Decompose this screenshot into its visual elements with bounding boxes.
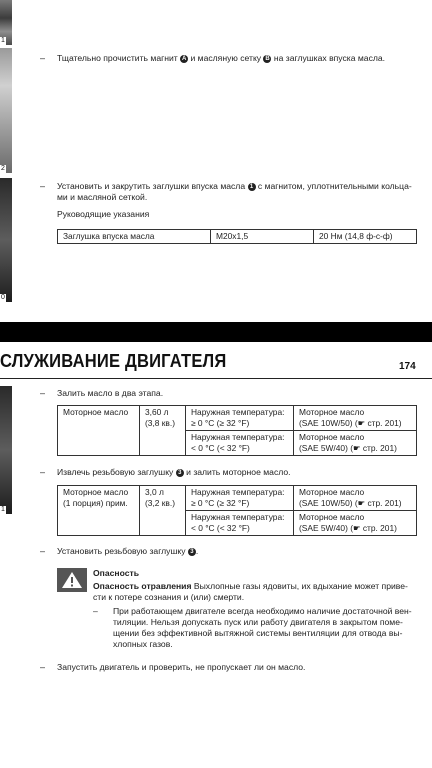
oil-type-cell: Моторное масло (SAE 5W/40) (☛ стр. 201) bbox=[294, 431, 417, 456]
photo-strip-3 bbox=[0, 178, 12, 302]
photo-strip-1 bbox=[0, 0, 12, 45]
figure-number: 1 bbox=[1, 506, 5, 513]
oil-label: Моторное масло bbox=[58, 406, 140, 456]
marker-3: 3 bbox=[188, 548, 196, 556]
warning-bullet: При работающем двигателе всегда необходимо наличие достаточной вен- тиляции. Нельзя допускать пуск или работу двигателя в закрытом поме- щении без эффективной вытяжной системы вентиляции для отвода вы- хлопных газов. bbox=[113, 606, 412, 649]
photo-strip-2 bbox=[0, 48, 12, 173]
warning-title: Опасность bbox=[93, 568, 140, 578]
spec-thread: M20x1,5 bbox=[211, 230, 314, 244]
page-number: 174 bbox=[399, 361, 416, 372]
marker-b: B bbox=[265, 56, 270, 62]
bullet-dash: – bbox=[40, 388, 46, 398]
oil-type-cell: Моторное масло (SAE 5W/40) (☛ стр. 201) bbox=[294, 511, 417, 536]
bullet-dash: – bbox=[93, 606, 98, 616]
spec-torque: 20 Нм (14,8 ф-с-ф) bbox=[314, 230, 417, 244]
temp-cell: Наружная температура: ≥ 0 °C (≥ 32 °F) bbox=[186, 406, 294, 431]
table-row bbox=[58, 406, 417, 431]
oil-table-1 bbox=[57, 405, 417, 456]
warning-icon-box bbox=[57, 568, 87, 592]
oil-type-cell: Моторное масло (SAE 10W/50) (☛ стр. 201) bbox=[294, 406, 417, 431]
bullet-dash: – bbox=[40, 181, 46, 191]
oil-type-cell: Моторное масло (SAE 10W/50) (☛ стр. 201) bbox=[294, 486, 417, 511]
figure-number: 0 bbox=[1, 294, 5, 301]
spec-name: Заглушка впуска масла bbox=[58, 230, 211, 244]
oil-table-2 bbox=[57, 485, 417, 536]
bullet-dash: – bbox=[40, 662, 46, 672]
marker-3: 3 bbox=[176, 469, 184, 477]
guidance-title: Руководящие указания bbox=[57, 209, 150, 219]
step-clean-magnet: Тщательно прочистить магнит A и масляную сетку B на заглушках впуска масла. bbox=[57, 53, 386, 63]
step-install-plugs: Установить и закрутить заглушки впуска масла 1 с магнитом, уплотнительными кольца- ми и масляной сеткой. bbox=[57, 181, 412, 202]
bullet-dash: – bbox=[40, 53, 46, 63]
figure-number: 2 bbox=[1, 165, 5, 172]
warning-text: Опасность отравления Выхлопные газы ядовиты, их вдыхание может приве- сти к потере сознания и (или) смерти. bbox=[93, 581, 408, 602]
step-start-engine: Запустить двигатель и проверить, не пропускает ли он масло. bbox=[57, 662, 306, 672]
step-fill-oil: Залить масло в два этапа. bbox=[57, 388, 164, 398]
figure-number: 1 bbox=[1, 37, 5, 44]
temp-cell: Наружная температура: < 0 °C (< 32 °F) bbox=[186, 431, 294, 456]
oil-label: Моторное масло (1 порция) прим. bbox=[58, 486, 140, 536]
temp-cell: Наружная температура: ≥ 0 °C (≥ 32 °F) bbox=[186, 486, 294, 511]
table-row bbox=[58, 486, 417, 511]
warning-triangle-icon bbox=[61, 571, 83, 589]
table-row bbox=[58, 230, 417, 244]
marker-a: A bbox=[181, 56, 187, 62]
photo-strip-4 bbox=[0, 386, 12, 514]
oil-volume: 3,60 л (3,8 кв.) bbox=[140, 406, 186, 456]
oil-volume: 3,0 л (3,2 кв.) bbox=[140, 486, 186, 536]
temp-cell: Наружная температура: < 0 °C (< 32 °F) bbox=[186, 511, 294, 536]
bullet-dash: – bbox=[40, 546, 46, 556]
page-break-band bbox=[0, 322, 432, 342]
header-rule bbox=[0, 378, 432, 379]
spec-table bbox=[57, 229, 417, 244]
bullet-dash: – bbox=[40, 467, 46, 477]
step-remove-plug: Извлечь резьбовую заглушку 3 и залить моторное масло. bbox=[57, 467, 291, 477]
marker-1: 1 bbox=[248, 183, 256, 191]
section-title: СЛУЖИВАНИЕ ДВИГАТЕЛЯ bbox=[0, 351, 227, 371]
step-install-plug: Установить резьбовую заглушку 3 . bbox=[57, 546, 199, 556]
